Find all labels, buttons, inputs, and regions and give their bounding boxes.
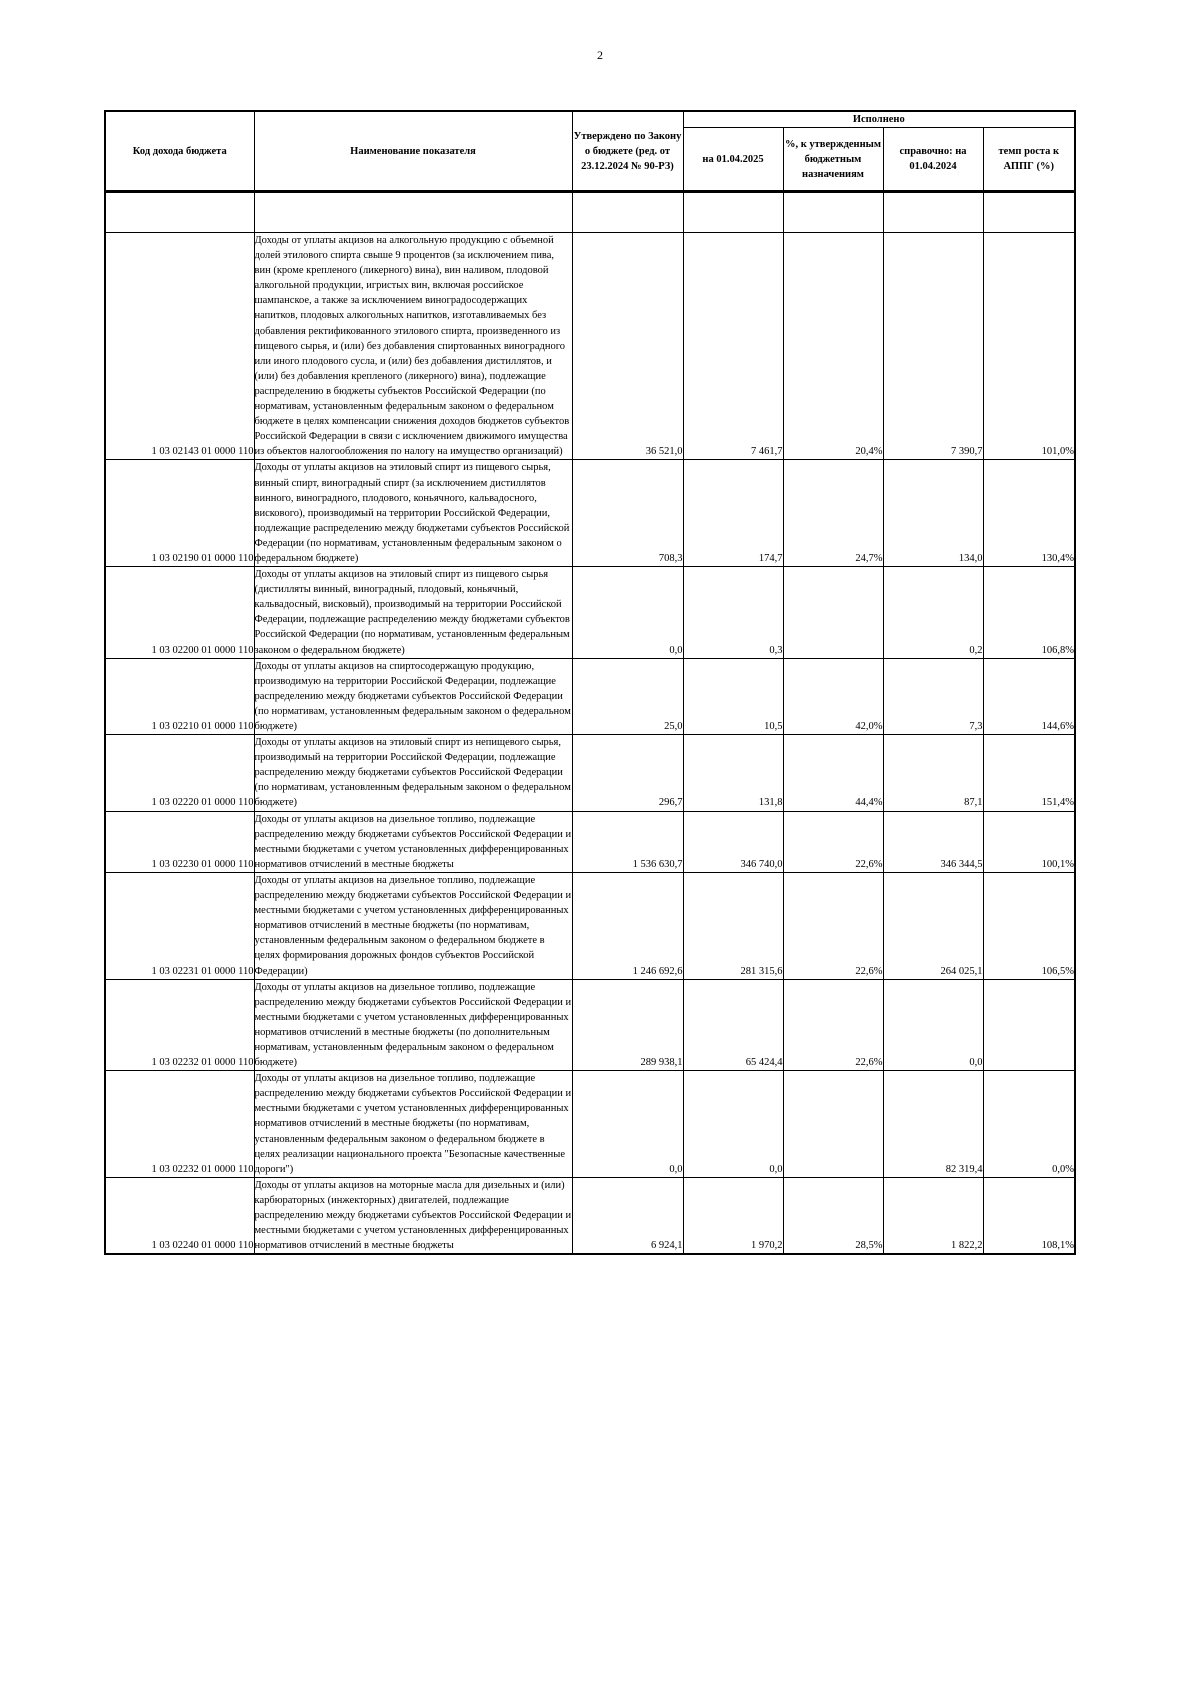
row-growth <box>983 979 1075 1071</box>
row-executed: 346 740,0 <box>683 811 783 872</box>
row-code: 1 03 02143 01 0000 110 <box>105 233 254 460</box>
row-percent <box>783 567 883 659</box>
spacer-row <box>105 192 1075 233</box>
row-name: Доходы от уплаты акцизов на этиловый спирт из пищевого сырья (дистилляты винный, виноградный, плодовый, коньячный, кальвадосный, висковый), производимый на территории Российской Федерации, подлежащие распределению между бюджетами субъектов Российской Федерации (по нормативам, установленным федеральным законом о федеральном бюджете) <box>254 567 572 659</box>
row-approved: 0,0 <box>572 1071 683 1178</box>
row-approved: 6 924,1 <box>572 1177 683 1254</box>
row-approved: 36 521,0 <box>572 233 683 460</box>
header-approved: Утверждено по Закону о бюджете (ред. от 23.12.2024 № 90-РЗ) <box>572 111 683 192</box>
row-reference: 82 319,4 <box>883 1071 983 1178</box>
row-executed: 10,5 <box>683 658 783 734</box>
row-name: Доходы от уплаты акцизов на дизельное топливо, подлежащие распределению между бюджетами субъектов Российской Федерации и местными бюджетами с учетом установленных дифференцированных нормативов отчислений в местные бюджеты (по нормативам, установленным федеральным законом о федеральном бюджете в целях формирования дорожных фондов субъектов Российской Федерации) <box>254 872 572 979</box>
page-number: 2 <box>597 48 603 62</box>
row-code: 1 03 02200 01 0000 110 <box>105 567 254 659</box>
row-executed: 1 970,2 <box>683 1177 783 1254</box>
table-row <box>105 811 1075 872</box>
row-name: Доходы от уплаты акцизов на этиловый спирт из непищевого сырья, производимый на территории Российской Федерации, подлежащие распределению между бюджетами субъектов Российской Федерации (по нормативам, установленным федеральным законом о федеральном бюджете) <box>254 735 572 811</box>
row-approved: 708,3 <box>572 460 683 567</box>
budget-revenue-table <box>104 110 1076 1255</box>
row-name: Доходы от уплаты акцизов на дизельное топливо, подлежащие распределению между бюджетами субъектов Российской Федерации и местными бюджетами с учетом установленных дифференцированных нормативов отчислений в местные бюджеты (по дополнительным нормативам, установленным федеральным законом о федеральном бюджете) <box>254 979 572 1071</box>
row-reference: 1 822,2 <box>883 1177 983 1254</box>
row-code: 1 03 02230 01 0000 110 <box>105 811 254 872</box>
header-reference: справочно: на 01.04.2024 <box>883 128 983 192</box>
row-growth: 0,0% <box>983 1071 1075 1178</box>
header-on-date: на 01.04.2025 <box>683 128 783 192</box>
row-name: Доходы от уплаты акцизов на дизельное топливо, подлежащие распределению между бюджетами субъектов Российской Федерации и местными бюджетами с учетом установленных дифференцированных нормативов отчислений в местные бюджеты <box>254 811 572 872</box>
row-name: Доходы от уплаты акцизов на этиловый спирт из пищевого сырья, винный спирт, виноградный спирт (за исключением дистиллятов винного, виноградного, плодового, коньячного, кальвадосного, вискового), производимый на территории Российской Федерации, подлежащие распределению между бюджетами субъектов Российской Федерации (по нормативам, установленным федеральным законом о федеральном бюджете) <box>254 460 572 567</box>
row-growth: 151,4% <box>983 735 1075 811</box>
table-row <box>105 872 1075 979</box>
row-reference: 7,3 <box>883 658 983 734</box>
row-executed: 7 461,7 <box>683 233 783 460</box>
table-row <box>105 658 1075 734</box>
table-row <box>105 233 1075 460</box>
row-approved: 296,7 <box>572 735 683 811</box>
row-percent: 22,6% <box>783 979 883 1071</box>
table-row <box>105 1177 1075 1254</box>
table-row <box>105 567 1075 659</box>
row-percent: 28,5% <box>783 1177 883 1254</box>
row-percent: 22,6% <box>783 811 883 872</box>
row-code: 1 03 02232 01 0000 110 <box>105 979 254 1071</box>
row-approved: 1 536 630,7 <box>572 811 683 872</box>
row-growth: 144,6% <box>983 658 1075 734</box>
row-code: 1 03 02210 01 0000 110 <box>105 658 254 734</box>
header-code: Код дохода бюджета <box>105 111 254 192</box>
row-growth: 106,8% <box>983 567 1075 659</box>
header-growth: темп роста к АППГ (%) <box>983 128 1075 192</box>
row-code: 1 03 02232 01 0000 110 <box>105 1071 254 1178</box>
row-name: Доходы от уплаты акцизов на дизельное топливо, подлежащие распределению между бюджетами субъектов Российской Федерации и местными бюджетами с учетом установленных дифференцированных нормативов отчислений в местные бюджеты (по нормативам, установленным федеральным законом о федеральном бюджете в целях реализации национального проекта "Безопасные качественные дороги") <box>254 1071 572 1178</box>
row-reference: 7 390,7 <box>883 233 983 460</box>
row-code: 1 03 02220 01 0000 110 <box>105 735 254 811</box>
row-approved: 289 938,1 <box>572 979 683 1071</box>
row-reference: 346 344,5 <box>883 811 983 872</box>
row-growth: 101,0% <box>983 233 1075 460</box>
row-executed: 174,7 <box>683 460 783 567</box>
row-percent: 20,4% <box>783 233 883 460</box>
row-percent <box>783 1071 883 1178</box>
row-executed: 0,3 <box>683 567 783 659</box>
row-executed: 281 315,6 <box>683 872 783 979</box>
table-row <box>105 735 1075 811</box>
row-name: Доходы от уплаты акцизов на алкогольную продукцию с объемной долей этилового спирта свыше 9 процентов (за исключением пива, вин (кроме крепленого (ликерного) вина), вин наливом, плодовой алкогольной продукции, игристых вин, включая российское шампанское, а также за исключением виноградосодержащих напитков, плодовых алкогольных напитков, изготавливаемых без добавления ректификованного этилового спирта, произведенного из пищевого сырья, и (или) без добавления спиртованных виноградного или иного плодового сусла, и (или) без добавления дистиллятов, и (или) без добавления крепленого (ликерного) вина), подлежащие распределению в бюджеты субъектов Российской Федерации (по нормативам, установленным федеральным законом о федеральном бюджете в целях компенсации снижения доходов бюджетов субъектов Российской Федерации в связи с исключением движимого имущества из объектов налогообложения по налогу на имущество организаций) <box>254 233 572 460</box>
row-growth: 108,1% <box>983 1177 1075 1254</box>
row-growth: 130,4% <box>983 460 1075 567</box>
row-percent: 44,4% <box>783 735 883 811</box>
row-name: Доходы от уплаты акцизов на спиртосодержащую продукцию, производимую на территории Российской Федерации, подлежащие распределению между бюджетами субъектов Российской Федерации (по нормативам, установленным федеральным законом о федеральном бюджете) <box>254 658 572 734</box>
table-row <box>105 460 1075 567</box>
header-percent: %, к утвержденным бюджетным назначениям <box>783 128 883 192</box>
header-name: Наименование показателя <box>254 111 572 192</box>
row-reference: 0,2 <box>883 567 983 659</box>
row-reference: 87,1 <box>883 735 983 811</box>
row-executed: 65 424,4 <box>683 979 783 1071</box>
row-reference: 0,0 <box>883 979 983 1071</box>
row-code: 1 03 02231 01 0000 110 <box>105 872 254 979</box>
table-row <box>105 979 1075 1071</box>
header-executed: Исполнено <box>683 111 1075 128</box>
row-executed: 0,0 <box>683 1071 783 1178</box>
row-name: Доходы от уплаты акцизов на моторные масла для дизельных и (или) карбюраторных (инжекторных) двигателей, подлежащие распределению между бюджетами субъектов Российской Федерации и местными бюджетами с учетом установленных дифференцированных нормативов отчислений в местные бюджеты <box>254 1177 572 1254</box>
row-reference: 134,0 <box>883 460 983 567</box>
row-percent: 22,6% <box>783 872 883 979</box>
row-reference: 264 025,1 <box>883 872 983 979</box>
row-percent: 42,0% <box>783 658 883 734</box>
row-approved: 1 246 692,6 <box>572 872 683 979</box>
row-executed: 131,8 <box>683 735 783 811</box>
row-growth: 106,5% <box>983 872 1075 979</box>
row-code: 1 03 02240 01 0000 110 <box>105 1177 254 1254</box>
row-approved: 0,0 <box>572 567 683 659</box>
row-code: 1 03 02190 01 0000 110 <box>105 460 254 567</box>
row-percent: 24,7% <box>783 460 883 567</box>
row-growth: 100,1% <box>983 811 1075 872</box>
row-approved: 25,0 <box>572 658 683 734</box>
table-row <box>105 1071 1075 1178</box>
